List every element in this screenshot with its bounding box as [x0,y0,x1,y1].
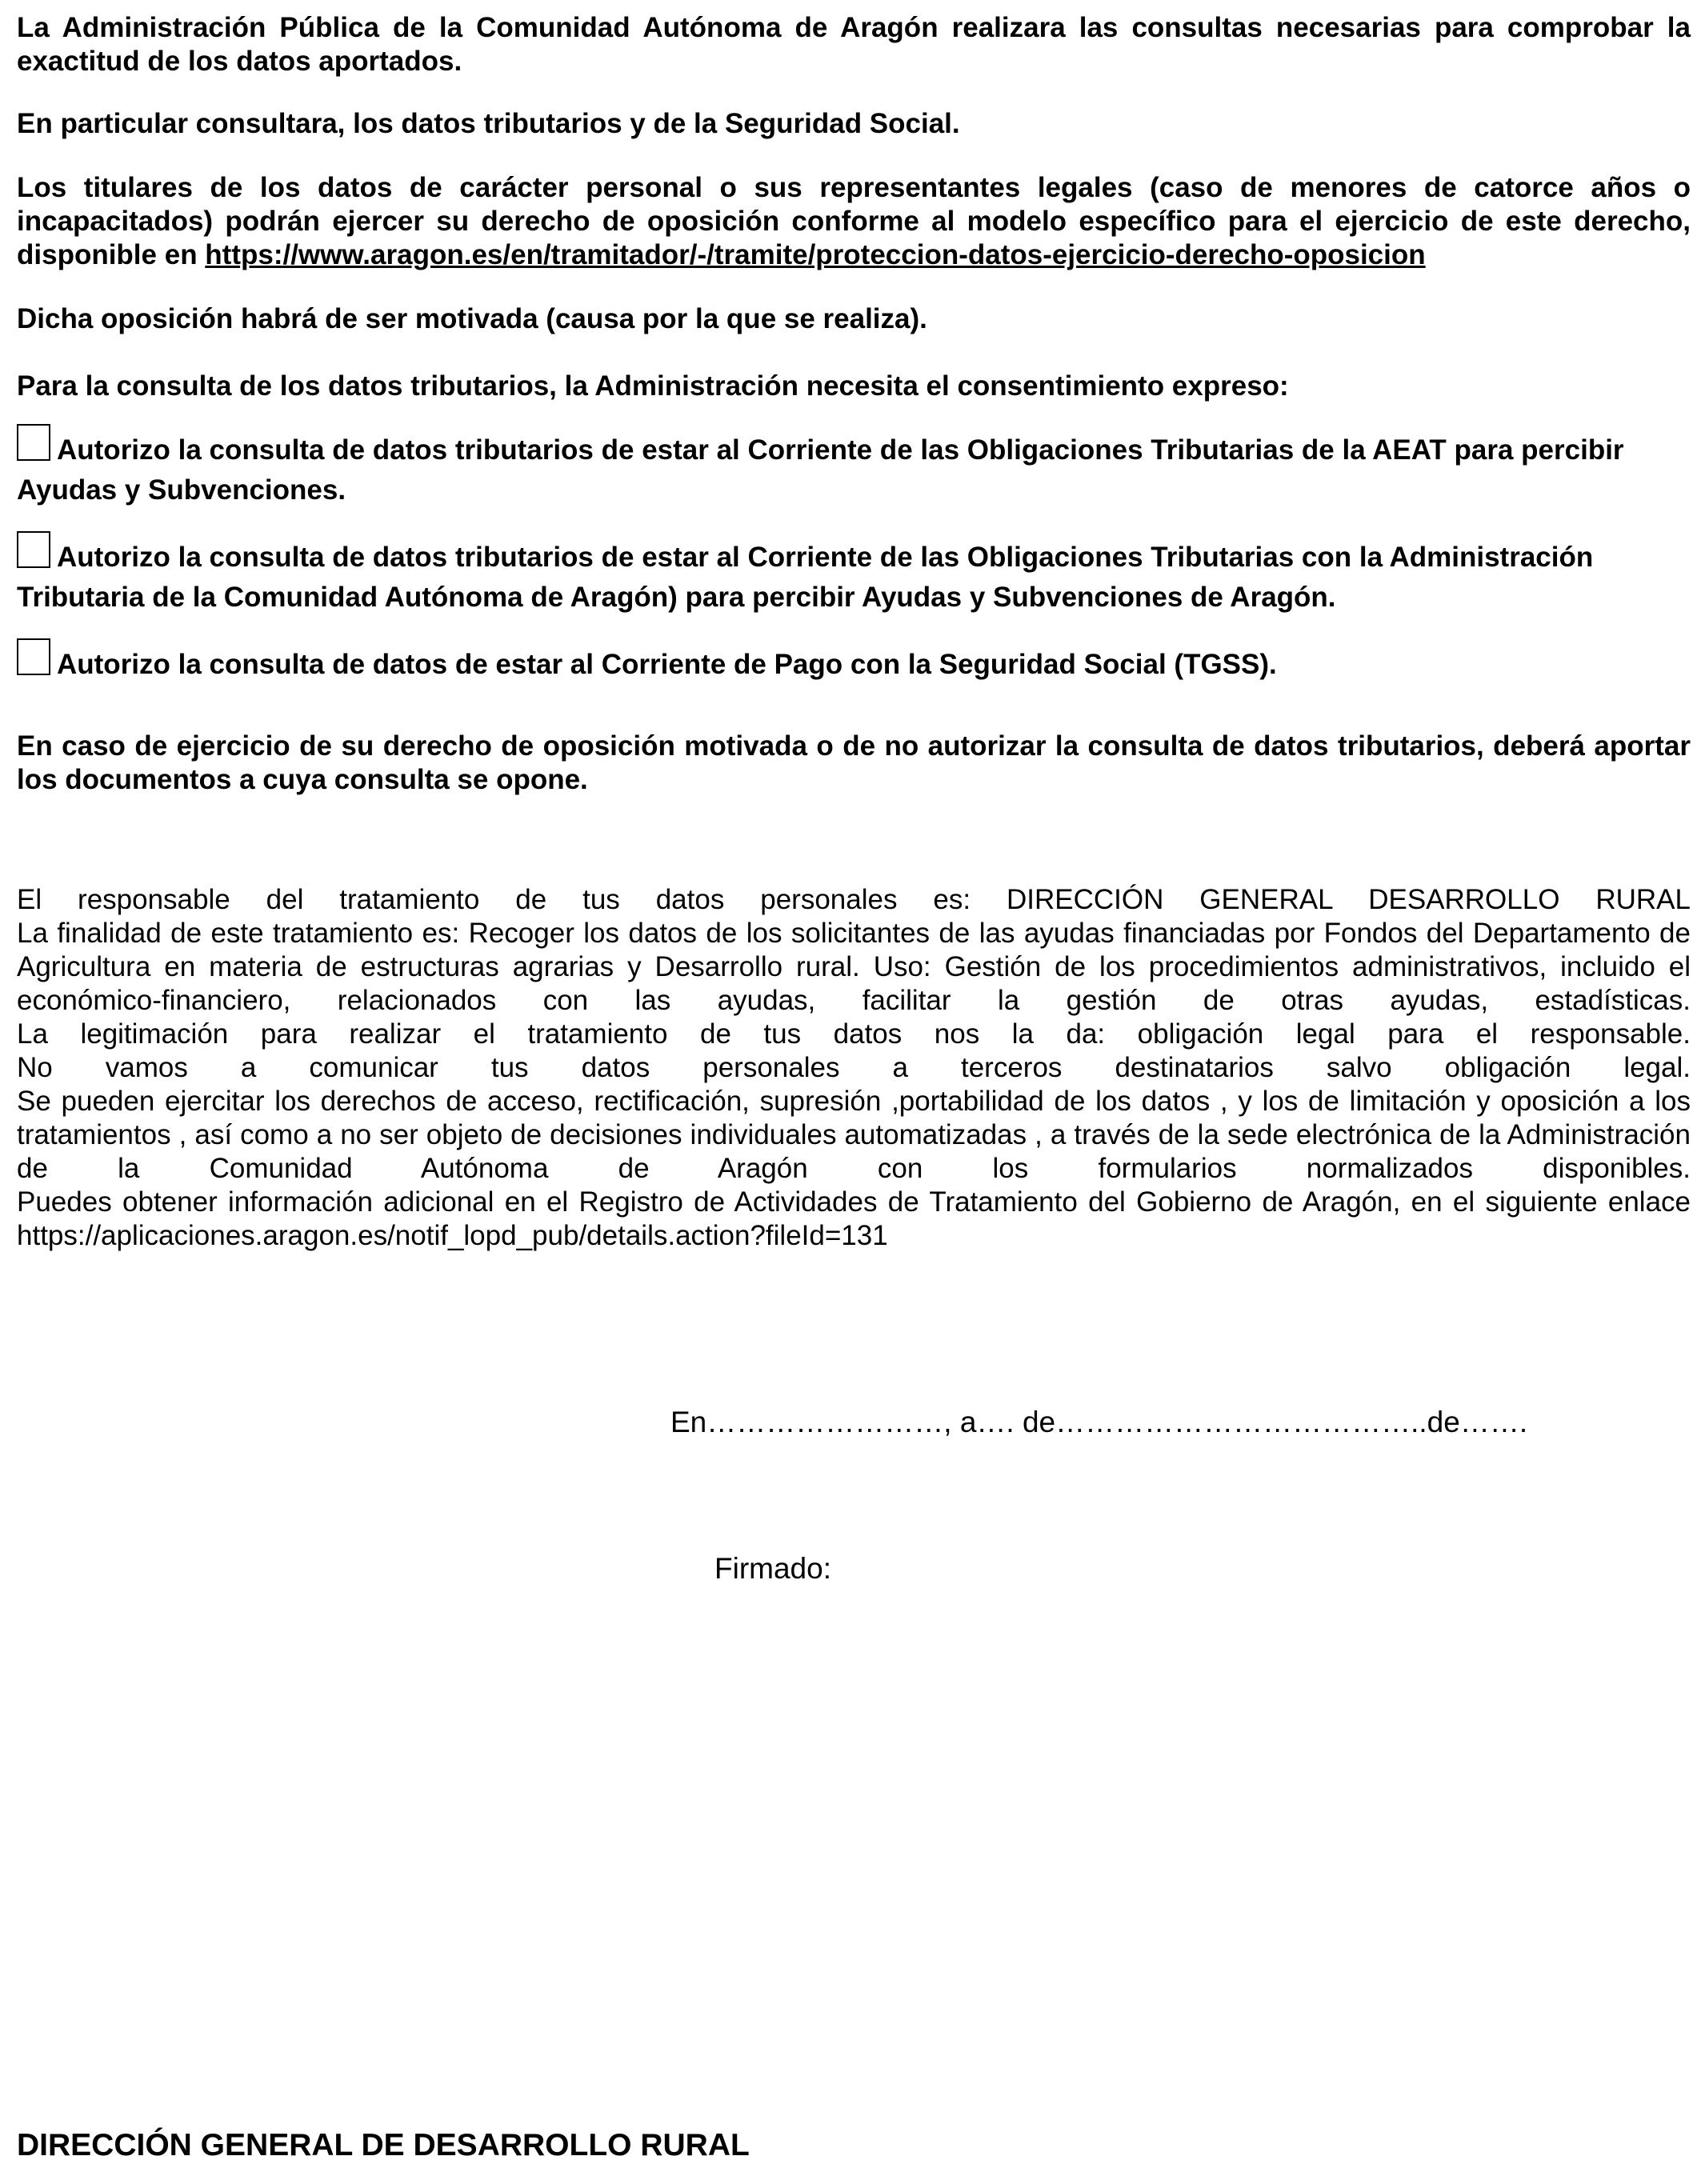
opposition-right-text: Los titulares de los datos de carácter personal o sus representantes legales (caso de menores de catorce años o incapacitados) podrán ejercer su derecho de oposición conforme al modelo específico para el ejercicio de este derecho, disponible en [17,172,1691,270]
consent-option-label: Autorizo la consulta de datos tributarios de estar al Corriente de las Obligaciones Tributarias con la Administración Tributaria de la Comunidad Autónoma de Aragón) para percibir Ayudas y Subvenciones de Aragón. [17,542,1594,613]
privacy-controller: El responsable del tratamiento de tus datos personales es: DIRECCIÓN GENERAL DESARROLLO RURAL [17,884,1691,915]
consent-intro-paragraph: Para la consulta de los datos tributarios, la Administración necesita el consentimiento expreso: [17,370,1289,402]
intro-paragraph-2: En particular consultara, los datos tributarios y de la Seguridad Social. [17,108,960,139]
privacy-recipients: No vamos a comunicar tus datos personales a terceros destinatarios salvo obligación legal. [17,1052,1691,1083]
privacy-legitimation: La legitimación para realizar el tratamiento de tus datos nos la da: obligación legal para el responsable. [17,1018,1691,1050]
privacy-notice [17,883,1691,1253]
opposition-note: En caso de ejercicio de su derecho de oposición motivada o de no autorizar la consulta de datos tributarios, deberá aportar los documentos a cuya consulta se opone. [17,730,1691,795]
footer-department: DIRECCIÓN GENERAL DE DESARROLLO RURAL [17,2128,750,2162]
checkbox-aragon-tax[interactable] [17,531,50,568]
consent-option-tgss [17,638,1691,685]
document-page [17,11,1691,1253]
opposition-form-link[interactable]: https://www.aragon.es/en/tramitador/-/tramite/proteccion-datos-ejercicio-derecho-oposicion [205,239,1426,270]
opposition-right-paragraph [17,171,1691,272]
checkbox-tgss[interactable] [17,638,50,675]
intro-paragraph-1: La Administración Pública de la Comunidad Autónoma de Aragón realizara las consultas necesarias para comprobar la exactitud de los datos aportados. [17,12,1691,77]
checkbox-aeat[interactable] [17,424,50,461]
consent-option-aragon-tax [17,531,1691,618]
privacy-purpose: La finalidad de este tratamiento es: Recoger los datos de los solicitantes de las ayudas financiadas por Fondos del Departamento de Agricultura en materia de estructuras agrarias y Desarrollo rural. Uso: Gestión de los procedimientos administrativos, incluido el económico-financiero, relacionados con las ayudas, facilitar la gestión de otras ayudas, estadísticas. [17,918,1691,1016]
signed-label: Firmado: [714,1552,831,1585]
consent-option-label: Autorizo la consulta de datos de estar al Corriente de Pago con la Seguridad Social (TGSS). [57,649,1277,680]
consent-option-aeat [17,424,1691,510]
privacy-more-info: Puedes obtener información adicional en el Registro de Actividades de Tratamiento del Gobierno de Aragón, en el siguiente enlace https://aplicaciones.aragon.es/notif_lopd_pub/details.action?fileId=131 [17,1186,1691,1251]
date-place-line: En……………………, a…. de………………………………..de……. [670,1406,1528,1438]
consent-option-label: Autorizo la consulta de datos tributarios de estar al Corriente de las Obligaciones Tributarias de la AEAT para percibir Ayudas y Subvenciones. [17,434,1624,506]
motivation-paragraph: Dicha oposición habrá de ser motivada (causa por la que se realiza). [17,303,927,334]
privacy-rights: Se pueden ejercitar los derechos de acceso, rectificación, supresión ,portabilidad de los datos , y los de limitación y oposición a los tratamientos , así como a no ser objeto de decisiones individuales automatizadas , a través de la sede electrónica de la Administración de la Comunidad Autónoma de Aragón con los formularios normalizados disponibles. [17,1086,1691,1184]
